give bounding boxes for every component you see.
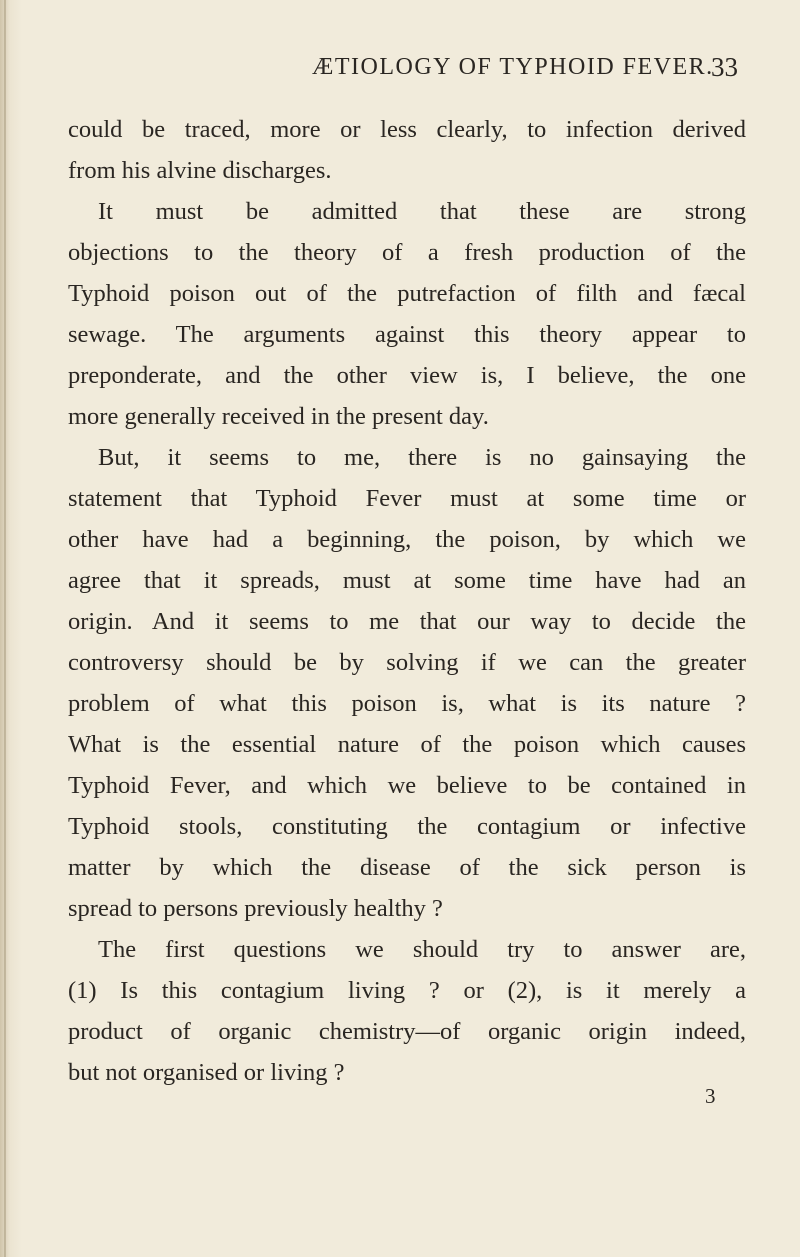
text-line: But, it seems to me, there is no gainsaying the — [98, 444, 746, 471]
text-line: controversy should be by solving if we can the greater — [68, 649, 746, 676]
text-line: Typhoid poison out of the putrefaction of filth and fæcal — [68, 280, 746, 307]
running-title: ÆTIOLOGY OF TYPHOID FEVER. — [312, 54, 714, 80]
page-number: 33 — [711, 52, 738, 82]
text-line: spread to persons previously healthy ? — [68, 895, 443, 922]
text-line: problem of what this poison is, what is its nature ? — [68, 690, 746, 717]
text-line: (1) Is this contagium living ? or (2), is it merely a — [68, 977, 746, 1004]
text-line: matter by which the disease of the sick person is — [68, 854, 746, 881]
text-line: Typhoid Fever, and which we believe to be contained in — [68, 772, 746, 799]
text-line: origin. And it seems to me that our way to decide the — [68, 608, 746, 635]
text-line: It must be admitted that these are strong — [98, 198, 746, 225]
text-line: agree that it spreads, must at some time have had an — [68, 567, 746, 594]
text-line: more generally received in the present day. — [68, 403, 489, 430]
text-line: preponderate, and the other view is, I believe, the one — [68, 362, 746, 389]
text-line: could be traced, more or less clearly, to infection derived — [68, 116, 746, 143]
text-line: sewage. The arguments against this theory appear to — [68, 321, 746, 348]
text-line: but not organised or living ? — [68, 1059, 345, 1086]
text-line: What is the essential nature of the poison which causes — [68, 731, 746, 758]
text-line: objections to the theory of a fresh production of the — [68, 239, 746, 266]
body-text — [68, 109, 746, 1093]
text-line: Typhoid stools, constituting the contagium or infective — [68, 813, 746, 840]
signature-mark: 3 — [705, 1084, 716, 1108]
text-line: other have had a beginning, the poison, by which we — [68, 526, 746, 553]
text-line: from his alvine discharges. — [68, 157, 332, 184]
text-line: statement that Typhoid Fever must at some time or — [68, 485, 746, 512]
text-line: product of organic chemistry—of organic origin indeed, — [68, 1018, 746, 1045]
text-line: The first questions we should try to answer are, — [98, 936, 746, 963]
binding-gutter — [4, 0, 6, 1257]
